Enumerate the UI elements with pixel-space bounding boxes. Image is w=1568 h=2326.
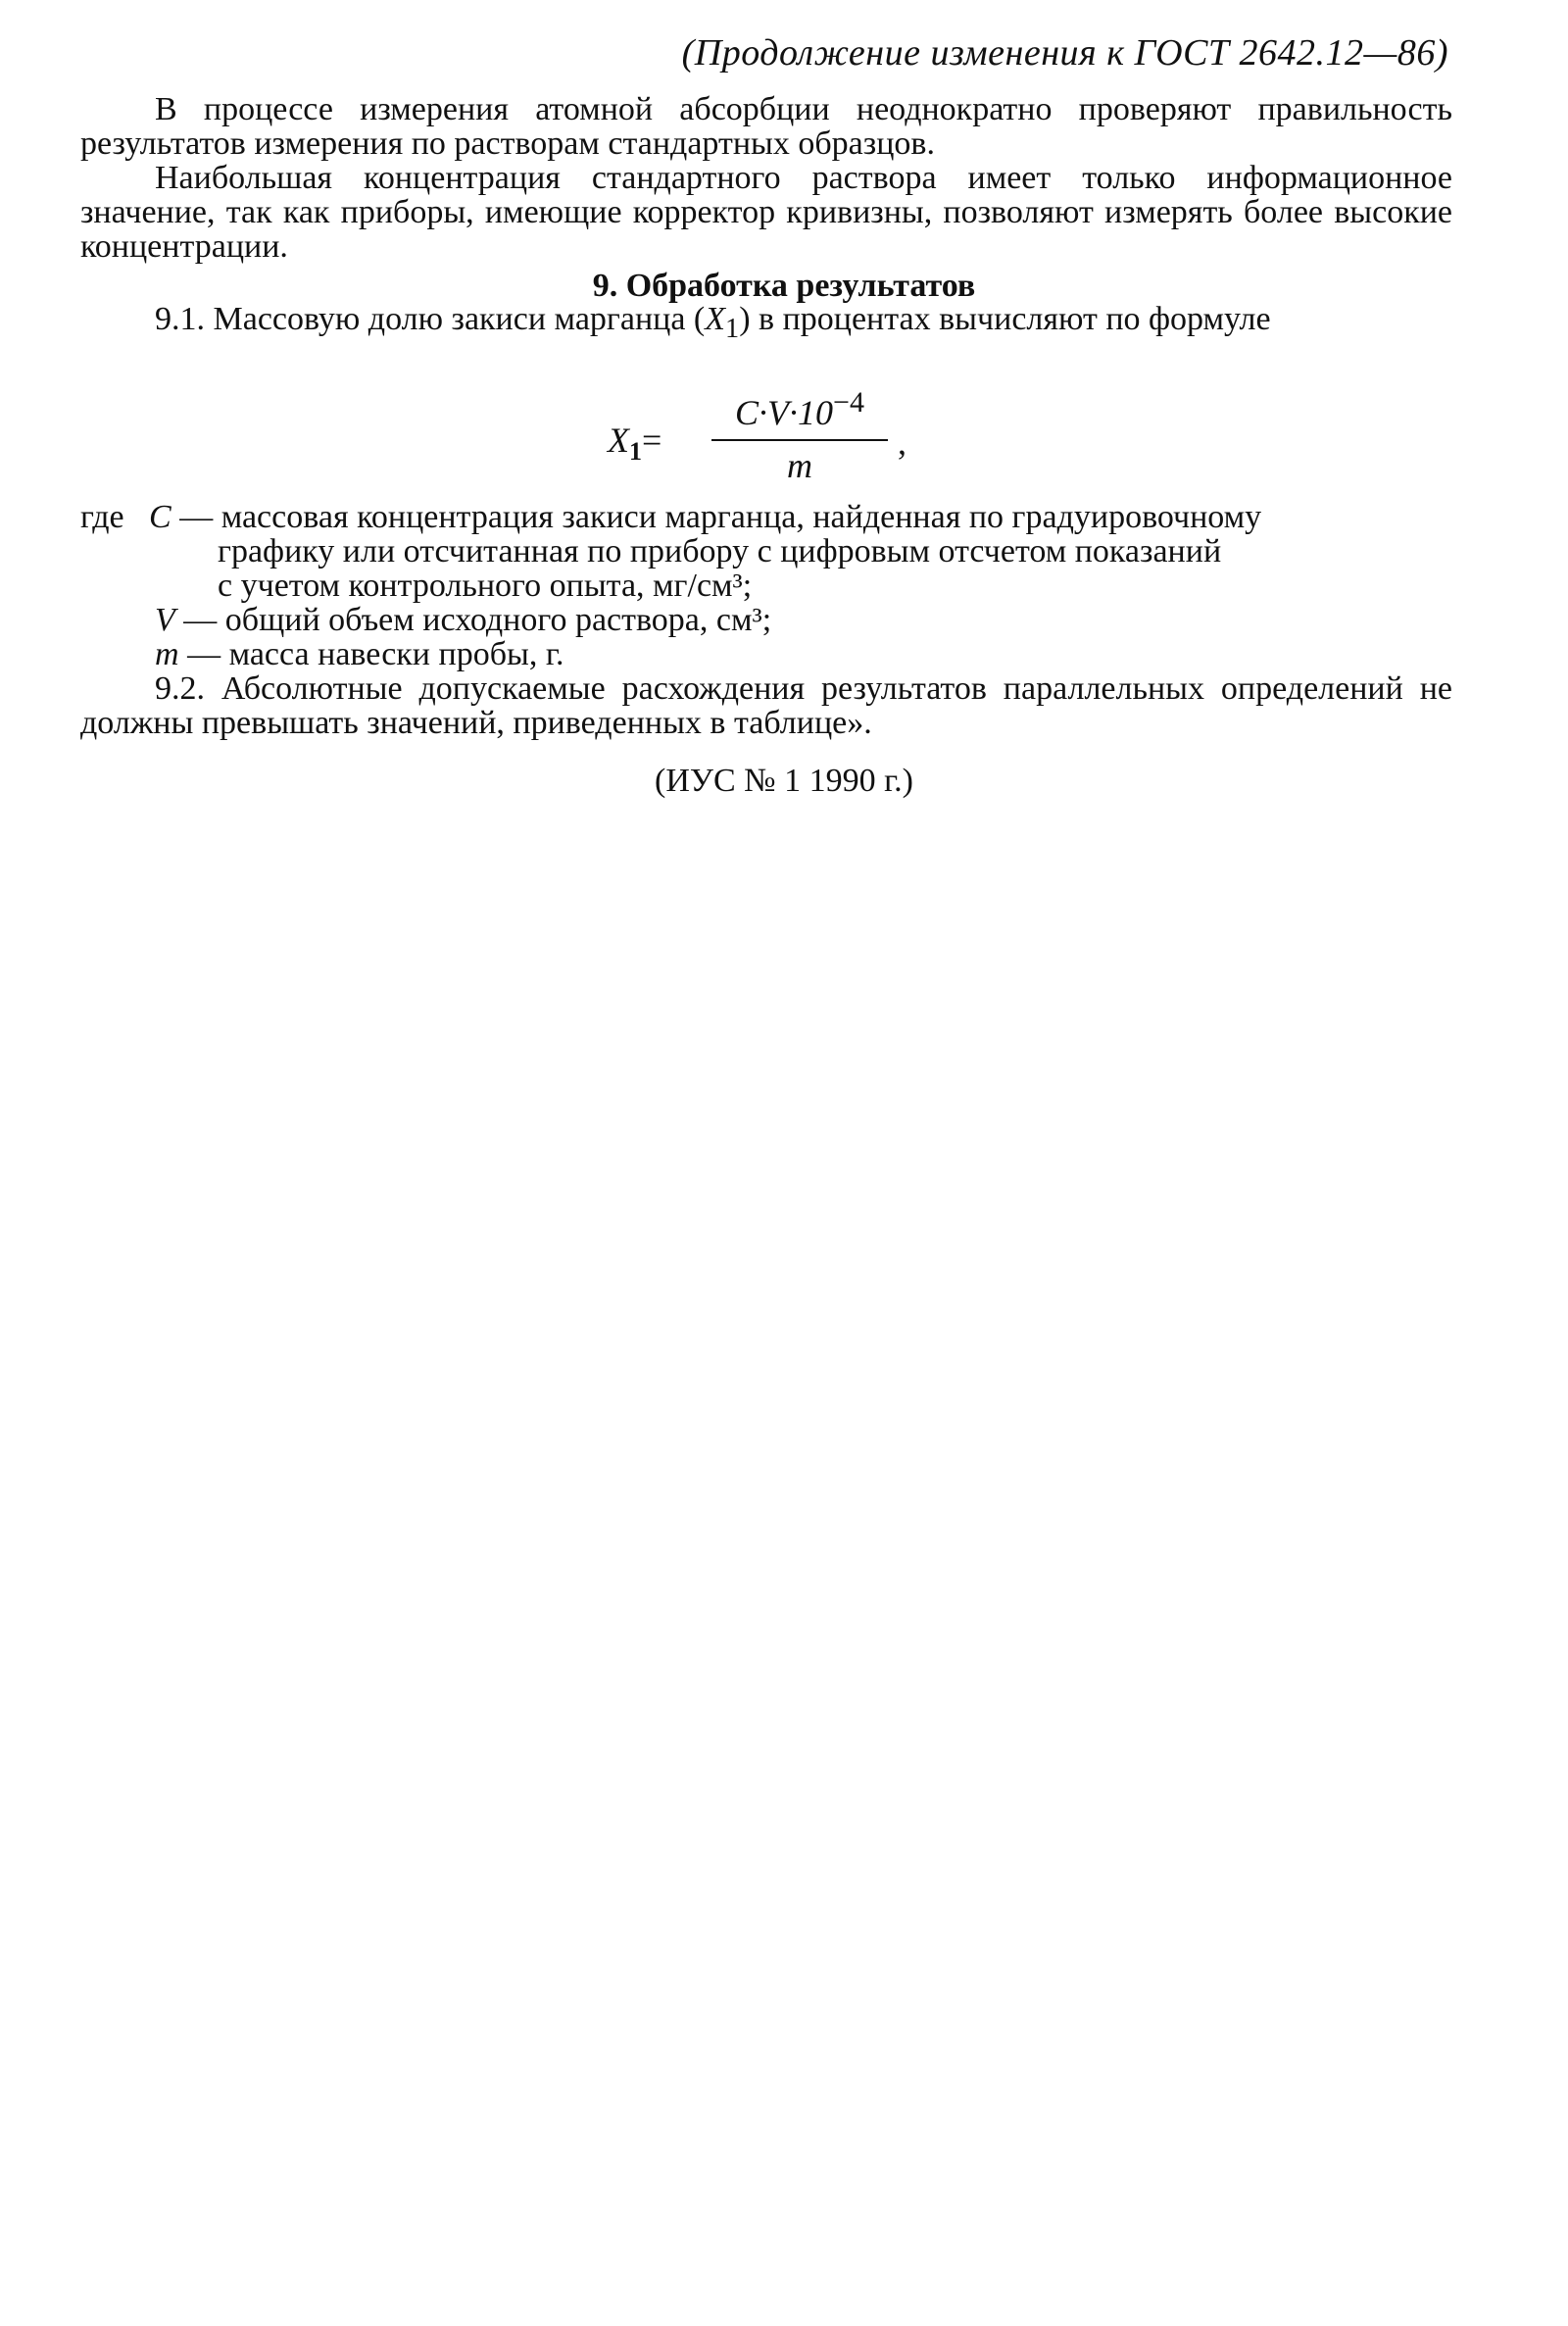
definitions <box>80 500 1452 740</box>
clause-9-1-text <box>80 302 1452 346</box>
definition-c-line-3: с учетом контрольного опыта, мг/см³; <box>218 568 753 604</box>
definition-m <box>80 637 1452 671</box>
definition-c-line-1: — массовая концентрация закиси марганца, найденная по градуировочному <box>171 499 1262 535</box>
formula-denominator: m <box>787 446 812 485</box>
paragraph-2: Наибольшая концентрация стандартного раствора имеет только информационное значение, так как приборы, имеющие корректор кривизны, позволяют измерять более высокие концентрации. <box>80 160 1452 265</box>
source-reference: (ИУС № 1 1990 г.) <box>655 763 913 799</box>
page-header <box>682 31 1448 74</box>
where-label: где <box>80 499 124 535</box>
formula-numerator <box>711 386 888 433</box>
definition-v <box>80 603 1452 637</box>
formula-comma: , <box>898 422 906 462</box>
clause-9-1-after: ) в процентах вычисляют по формуле <box>739 301 1271 337</box>
header-prefix: (Продолжение изменения к <box>681 32 1135 74</box>
clause-9-2: 9.2. Абсолютные допускаемые расхождения результатов параллельных определений не должны превышать значений, приведенных в таблице». <box>80 670 1452 741</box>
formula-lhs-sub: 1 <box>629 437 642 467</box>
formula-exponent: −4 <box>833 386 864 419</box>
symbol-c: C <box>149 499 172 535</box>
fraction-bar <box>711 439 888 441</box>
formula-lhs-var: X <box>608 421 629 460</box>
symbol-v: V <box>155 602 175 638</box>
definition-c <box>80 500 1452 603</box>
intro-text <box>80 92 1452 264</box>
clause-9-1-var-sub: 1 <box>725 313 740 344</box>
paragraph-1: В процессе измерения атомной абсорбции неоднократно проверяют правильность результатов измерения по растворам стандартных образцов. <box>80 91 1452 162</box>
header-gost: ГОСТ 2642.12—86) <box>1134 32 1448 74</box>
clause-9-1 <box>80 302 1452 346</box>
clause-9-1-before: 9.1. Массовую долю закиси марганца ( <box>155 301 706 337</box>
formula-lhs <box>608 420 662 467</box>
symbol-m: m <box>155 636 179 672</box>
clause-9-1-var: X <box>705 301 726 337</box>
definition-c-line-2: графику или отсчитанная по прибору с цифровым отсчетом показаний <box>218 533 1222 569</box>
formula-fraction <box>711 386 888 486</box>
section-heading: 9. Обработка результатов <box>592 268 976 304</box>
formula-equals: = <box>642 421 662 460</box>
formula-numerator-text: C·V·10 <box>735 393 834 432</box>
definition-m-text: — масса навески пробы, г. <box>178 636 564 672</box>
definition-v-text: — общий объем исходного раствора, см³; <box>174 602 772 638</box>
